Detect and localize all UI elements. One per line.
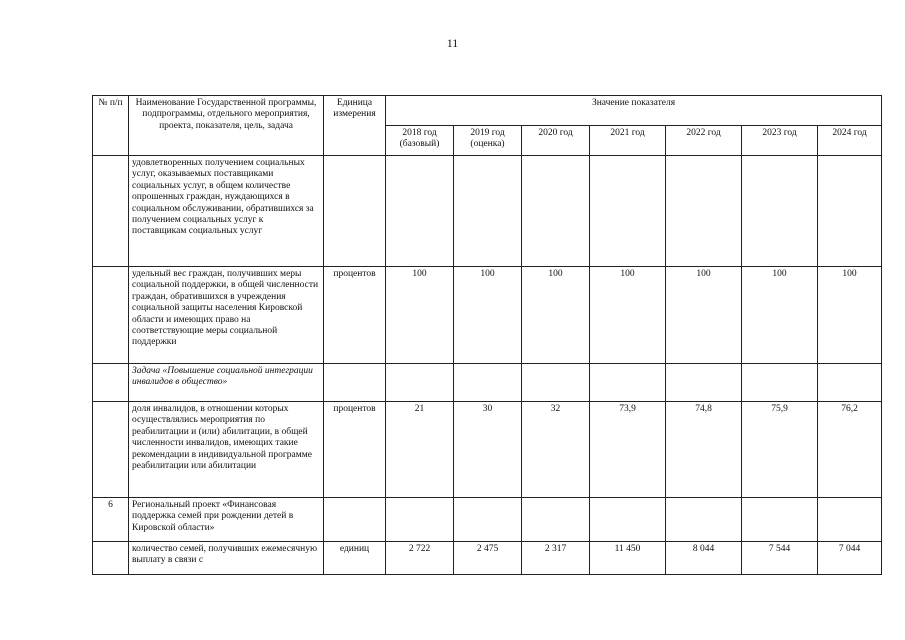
row-value bbox=[590, 156, 666, 267]
indicator-table bbox=[92, 95, 882, 575]
row-value bbox=[666, 498, 742, 542]
row-name: Региональный проект «Финансовая поддержка семей при рождении детей в Кировской области» bbox=[129, 498, 324, 542]
table-row bbox=[93, 542, 882, 575]
row-value bbox=[454, 364, 522, 402]
row-value: 100 bbox=[590, 267, 666, 364]
row-name: удовлетворенных получением социальных услуг, оказываемых поставщиками социальных услуг, в общем количестве опрошенных граждан, нуждающихся в социальном обслуживании, обратившихся за получением социальных услуг к поставщикам социальных услуг bbox=[129, 156, 324, 267]
row-value: 100 bbox=[522, 267, 590, 364]
row-value bbox=[454, 498, 522, 542]
row-value: 8 044 bbox=[666, 542, 742, 575]
table-row bbox=[93, 498, 882, 542]
row-value: 74,8 bbox=[666, 402, 742, 498]
row-name: Задача «Повышение социальной интеграции инвалидов в общество» bbox=[129, 364, 324, 402]
row-name: доля инвалидов, в отношении которых осуществлялись мероприятия по реабилитации и (или) абилитации, в общей численности инвалидов, имеющих такие рекомендации в индивидуальной программе реабилитации или абилитации bbox=[129, 402, 324, 498]
header-year: 2019 год (оценка) bbox=[454, 126, 522, 156]
row-value: 2 317 bbox=[522, 542, 590, 575]
row-unit bbox=[324, 498, 386, 542]
row-num bbox=[93, 364, 129, 402]
row-unit bbox=[324, 364, 386, 402]
table-row bbox=[93, 156, 882, 267]
table-row bbox=[93, 267, 882, 364]
row-value: 75,9 bbox=[742, 402, 818, 498]
header-year: 2024 год bbox=[818, 126, 882, 156]
row-value bbox=[522, 156, 590, 267]
row-value bbox=[386, 156, 454, 267]
header-year: 2018 год (базовый) bbox=[386, 126, 454, 156]
row-value: 7 544 bbox=[742, 542, 818, 575]
row-value: 100 bbox=[454, 267, 522, 364]
row-value: 100 bbox=[818, 267, 882, 364]
row-value: 7 044 bbox=[818, 542, 882, 575]
header-year: 2022 год bbox=[666, 126, 742, 156]
row-value: 2 722 bbox=[386, 542, 454, 575]
header-unit: Единица измерения bbox=[324, 96, 386, 156]
header-year: 2021 год bbox=[590, 126, 666, 156]
row-value: 100 bbox=[742, 267, 818, 364]
row-value: 11 450 bbox=[590, 542, 666, 575]
page-number: 11 bbox=[446, 36, 459, 50]
row-value: 100 bbox=[666, 267, 742, 364]
row-value: 32 bbox=[522, 402, 590, 498]
row-value bbox=[742, 498, 818, 542]
row-num bbox=[93, 542, 129, 575]
row-value: 21 bbox=[386, 402, 454, 498]
row-value bbox=[522, 364, 590, 402]
row-unit: процентов bbox=[324, 402, 386, 498]
header-year: 2020 год bbox=[522, 126, 590, 156]
row-value bbox=[818, 498, 882, 542]
row-value: 76,2 bbox=[818, 402, 882, 498]
row-num bbox=[93, 402, 129, 498]
row-name: количество семей, получивших ежемесячную выплату в связи с bbox=[129, 542, 324, 575]
header-num: № п/п bbox=[93, 96, 129, 156]
header-year: 2023 год bbox=[742, 126, 818, 156]
row-unit bbox=[324, 156, 386, 267]
table-row bbox=[93, 364, 882, 402]
row-value bbox=[522, 498, 590, 542]
row-value: 73,9 bbox=[590, 402, 666, 498]
row-value: 100 bbox=[386, 267, 454, 364]
row-num: 6 bbox=[93, 498, 129, 542]
row-value bbox=[666, 364, 742, 402]
row-value bbox=[818, 156, 882, 267]
row-value bbox=[742, 364, 818, 402]
header-value-group: Значение показателя bbox=[386, 96, 882, 126]
row-num bbox=[93, 156, 129, 267]
row-value bbox=[590, 498, 666, 542]
row-value bbox=[386, 364, 454, 402]
row-num bbox=[93, 267, 129, 364]
row-value bbox=[818, 364, 882, 402]
row-value bbox=[666, 156, 742, 267]
row-unit: единиц bbox=[324, 542, 386, 575]
header-name: Наименование Государственной программы, подпрограммы, отдельного мероприятия, проекта, показателя, цель, задача bbox=[129, 96, 324, 156]
row-value bbox=[742, 156, 818, 267]
table-row bbox=[93, 402, 882, 498]
row-unit: процентов bbox=[324, 267, 386, 364]
row-name: удельный вес граждан, получивших меры социальной поддержки, в общей численности граждан, обратившихся в учреждения социальной защиты населения Кировской области и имеющих право на соответствующие меры социальной поддержки bbox=[129, 267, 324, 364]
row-value: 2 475 bbox=[454, 542, 522, 575]
row-value bbox=[454, 156, 522, 267]
row-value bbox=[590, 364, 666, 402]
row-value bbox=[386, 498, 454, 542]
row-value: 30 bbox=[454, 402, 522, 498]
header-row bbox=[93, 96, 882, 126]
